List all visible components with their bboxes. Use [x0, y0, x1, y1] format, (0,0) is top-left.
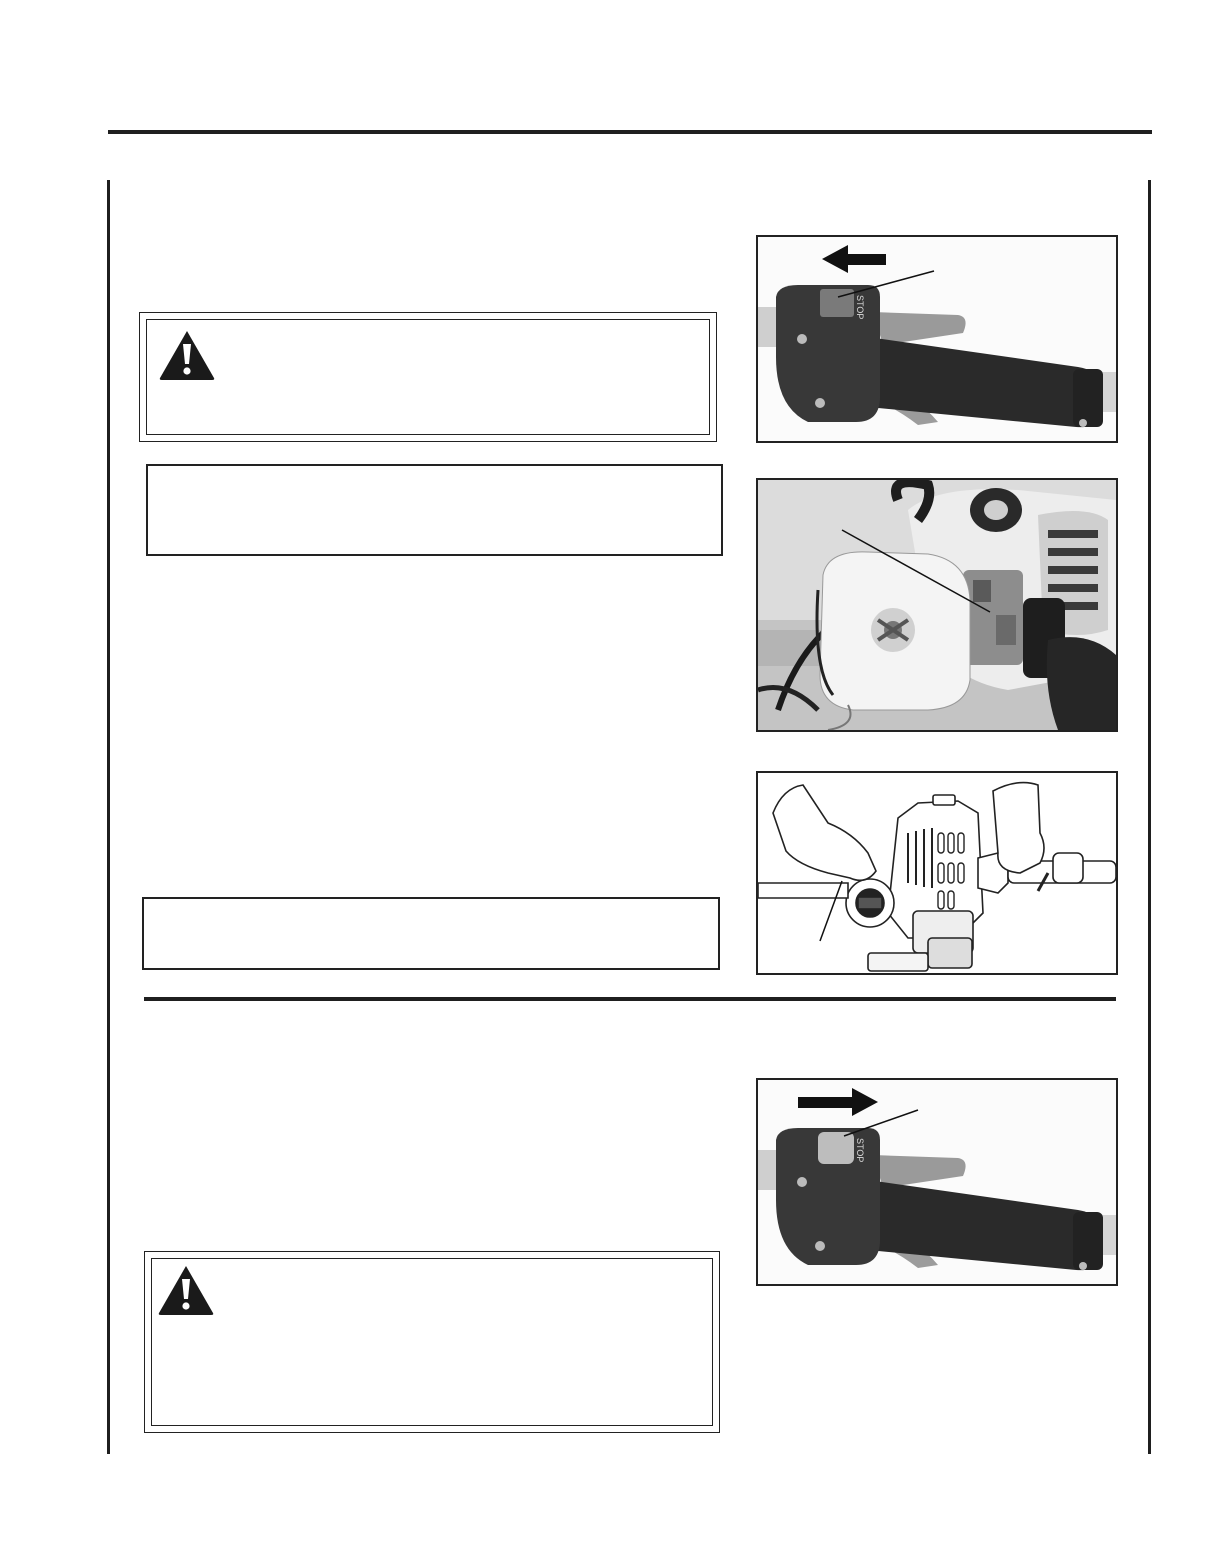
- figure-stop-switch: [756, 235, 1118, 443]
- warning-triangle-icon: [158, 329, 216, 381]
- stop-label: STOP: [855, 1138, 865, 1163]
- figure-starter-pull: [756, 771, 1118, 975]
- right-gloved-hand: [993, 783, 1044, 873]
- warning-box-2: [144, 1251, 720, 1433]
- note-box-2: [142, 897, 720, 970]
- warning-triangle-icon: [157, 1264, 215, 1316]
- section-divider: [144, 997, 1116, 1001]
- warning-box-1: [139, 312, 717, 442]
- stop-label: STOP: [855, 295, 865, 320]
- figure-carburetor: [756, 478, 1118, 732]
- right-margin-rule: [1148, 180, 1151, 1454]
- top-rule: [108, 130, 1152, 134]
- figure-run-switch: [756, 1078, 1118, 1286]
- stop-switch-button: [820, 289, 854, 317]
- stop-switch-button: [818, 1132, 854, 1164]
- note-box-1: [146, 464, 723, 556]
- left-margin-rule: [107, 180, 110, 1454]
